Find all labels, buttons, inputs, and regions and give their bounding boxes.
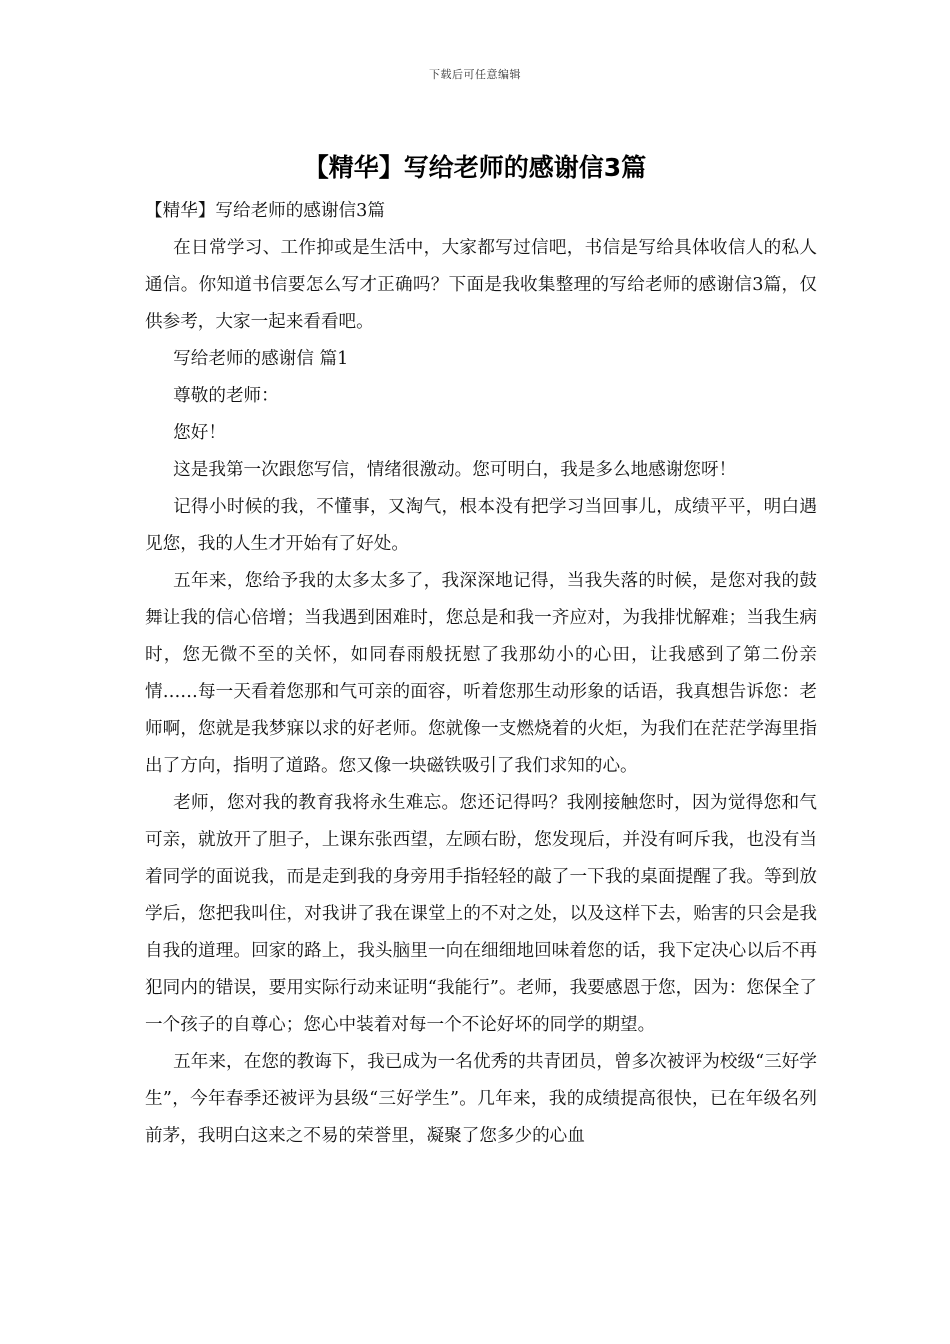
document-body bbox=[145, 193, 817, 1155]
body-paragraph: 这是我第一次跟您写信，情绪很激动。您可明白，我是多么地感谢您呀！ bbox=[173, 460, 737, 480]
body-paragraph-intro: 在日常学习、工作抑或是生活中，大家都写过信吧，书信是写给具体收信人的私人通信。你知道书信要怎么写才正确吗？下面是我收集整理的写给老师的感谢信3篇，仅供参考，大家一起来看看吧。 bbox=[145, 238, 817, 332]
body-paragraph-subtitle: 【精华】写给老师的感谢信3篇 bbox=[145, 201, 385, 221]
body-paragraph-letter-heading: 写给老师的感谢信 篇1 bbox=[173, 349, 349, 369]
body-paragraph: 五年来，在您的教诲下，我已成为一名优秀的共青团员，曾多次被评为校级“三好学生”，今年春季还被评为县级“三好学生”。几年来，我的成绩提高很快，已在年级名列前茅，我明白这来之不易的荣誉里，凝聚了您多少的心血 bbox=[145, 1052, 817, 1146]
document-title: 【精华】写给老师的感谢信3篇 bbox=[303, 153, 647, 182]
body-paragraph: 老师，您对我的教育我将永生难忘。您还记得吗？我刚接触您时，因为觉得您和气可亲，就放开了胆子，上课东张西望，左顾右盼，您发现后，并没有呵斥我，也没有当着同学的面说我，而是走到我的身旁用手指轻轻的敲了一下我的桌面提醒了我。等到放学后，您把我叫住，对我讲了我在课堂上的不对之处，以及这样下去，贻害的只会是我自我的道理。回家的路上，我头脑里一向在细细地回味着您的话，我下定决心以后不再犯同内的错误，要用实际行动来证明“我能行”。老师，我要感恩于您，因为：您保全了一个孩子的自尊心；您心中装着对每一个不论好坏的同学的期望。 bbox=[145, 793, 817, 1035]
header-note: 下载后可任意编辑 bbox=[429, 68, 521, 81]
body-paragraph: 记得小时候的我，不懂事，又淘气，根本没有把学习当回事儿，成绩平平，明白遇见您，我的人生才开始有了好处。 bbox=[145, 497, 817, 554]
body-paragraph-greeting: 您好！ bbox=[173, 423, 226, 443]
body-paragraph: 五年来，您给予我的太多太多了，我深深地记得，当我失落的时候，是您对我的鼓舞让我的信心倍增；当我遇到困难时，您总是和我一齐应对，为我排忧解难；当我生病时，您无微不至的关怀，如同春雨般抚慰了我那幼小的心田，让我感到了第二份亲情……每一天看着您那和气可亲的面容，听着您那生动形象的话语，我真想告诉您：老师啊，您就是我梦寐以求的好老师。您就像一支燃烧着的火炬，为我们在茫茫学海里指出了方向，指明了道路。您又像一块磁铁吸引了我们求知的心。 bbox=[145, 571, 817, 776]
body-paragraph-salutation: 尊敬的老师： bbox=[173, 386, 279, 406]
